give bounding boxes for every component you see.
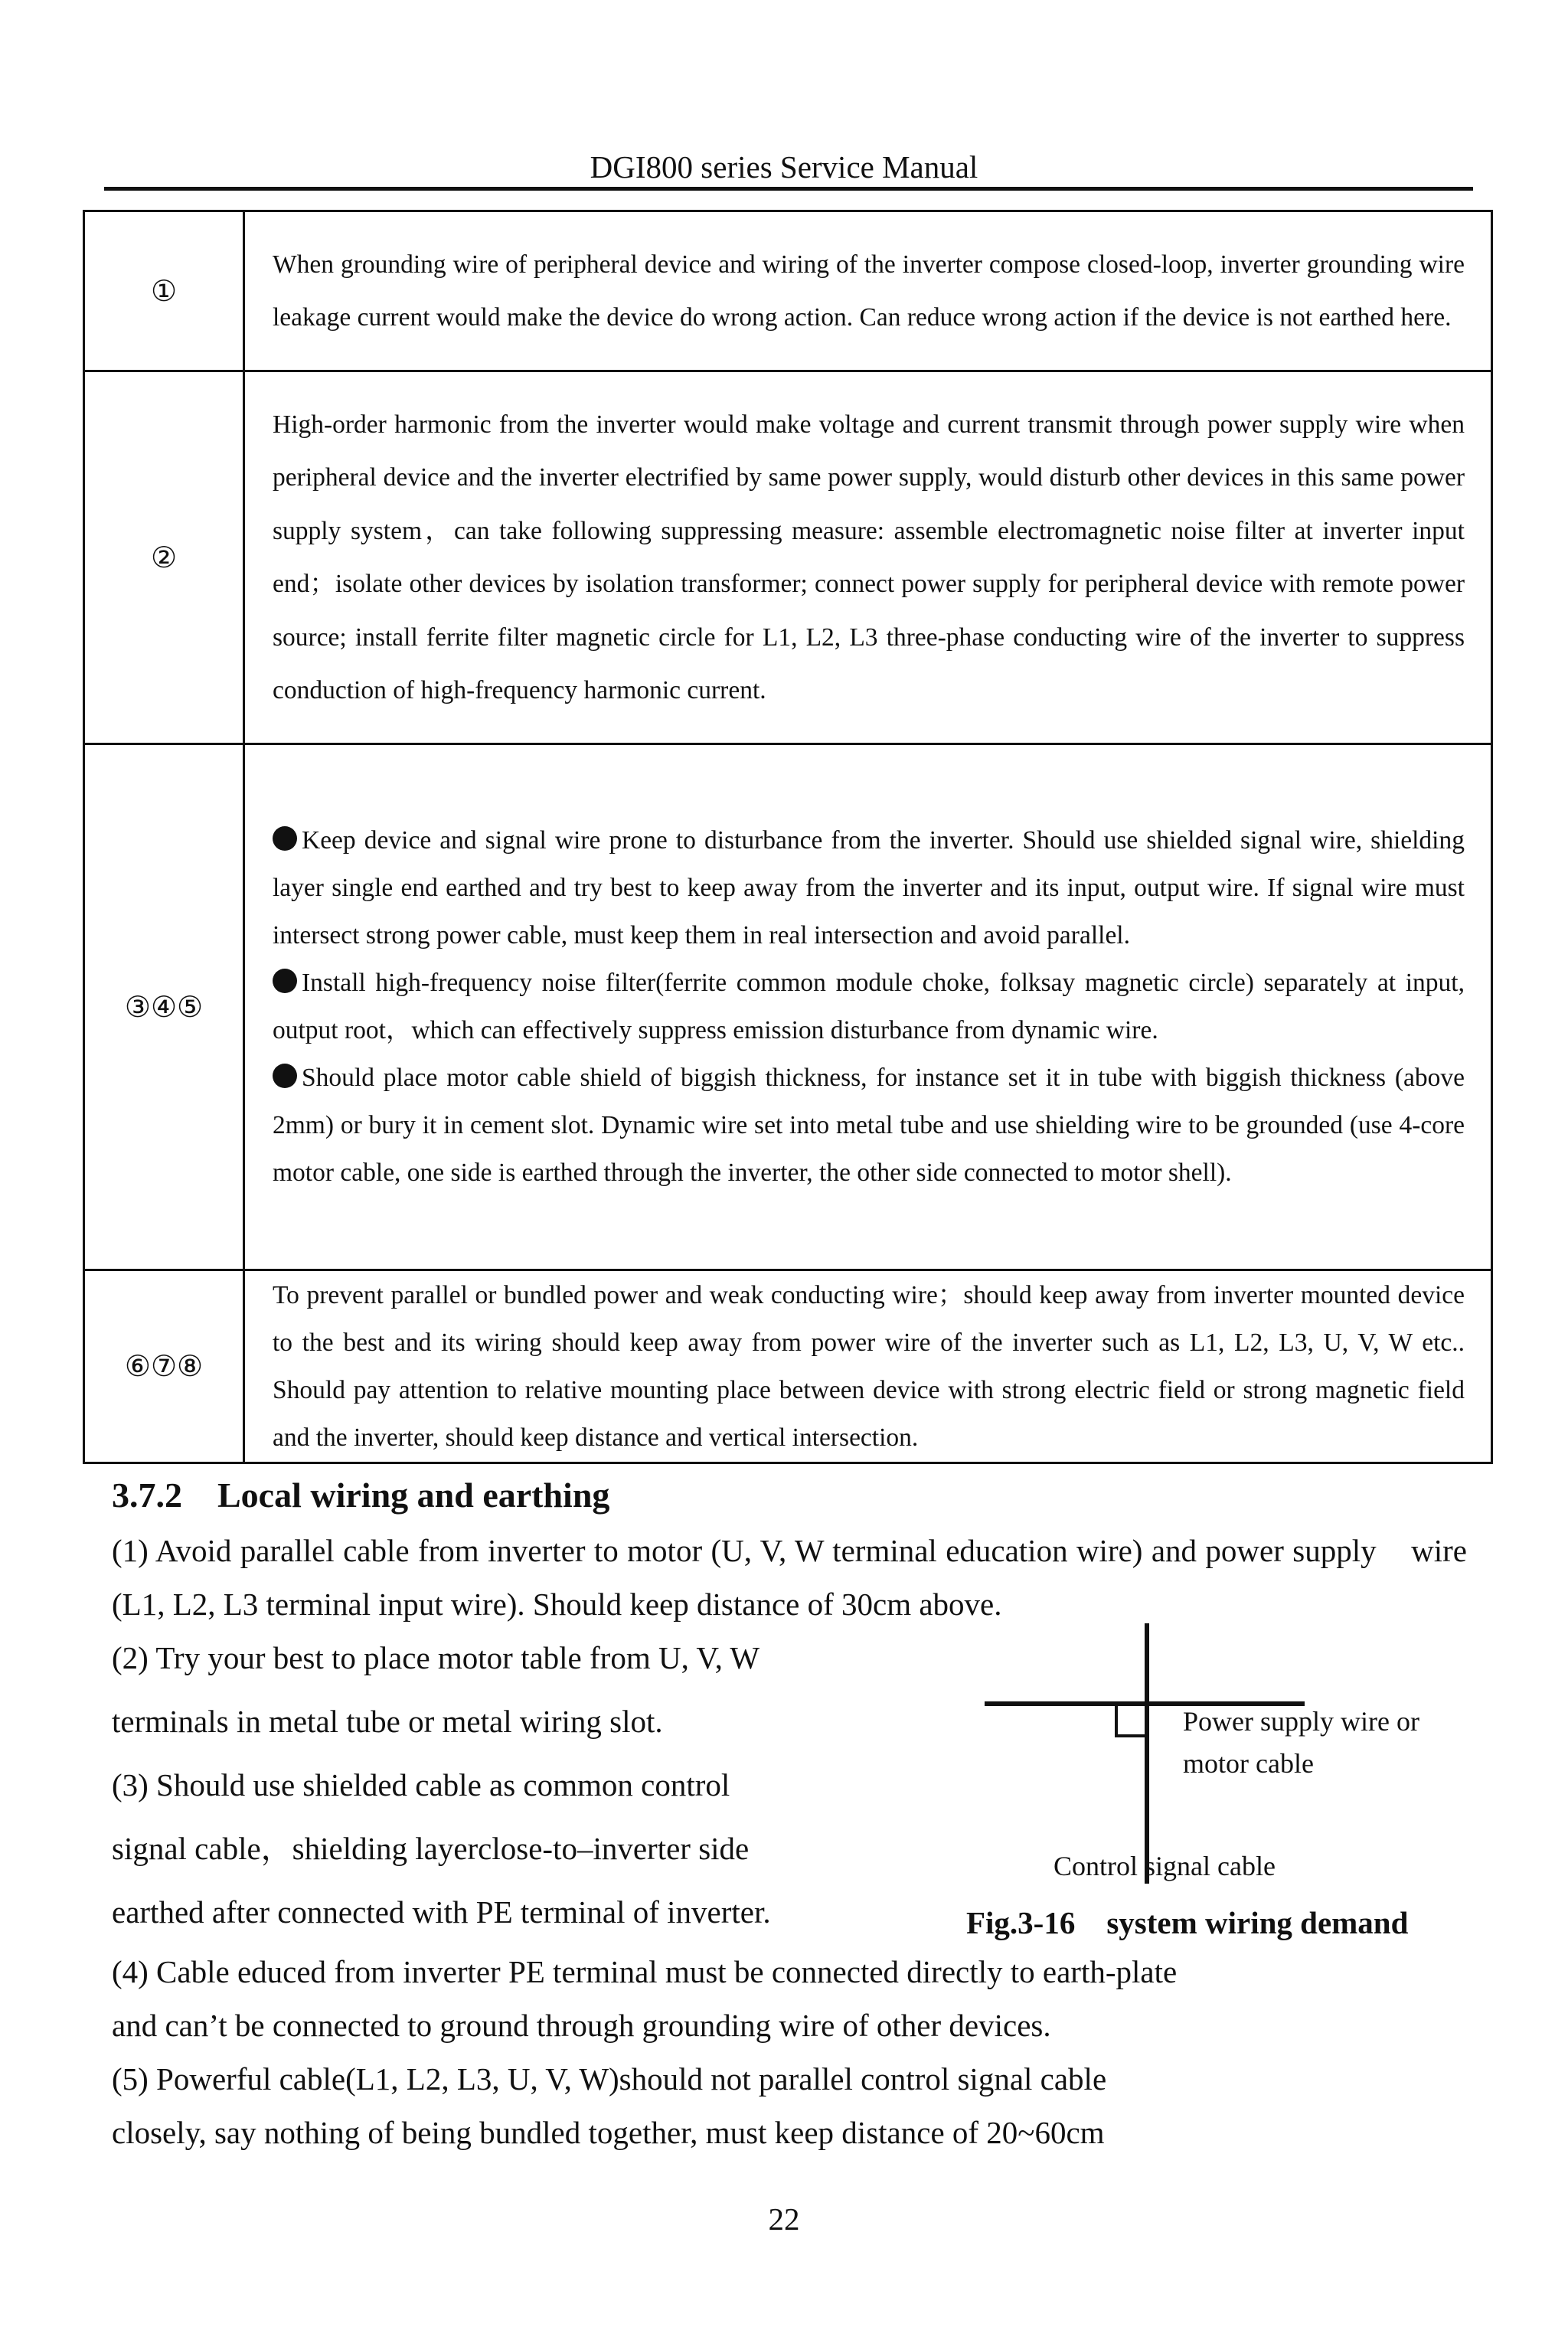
section-title: 3.7.2 Local wiring and earthing bbox=[112, 1476, 610, 1515]
item-5-line-1: (5) Powerful cable(L1, L2, L3, U, V, W)should not parallel control signal cable bbox=[112, 2061, 1107, 2097]
row-text: High-order harmonic from the inverter would make voltage and current transmit through power supply wire when peripheral device and the inverter electrified by same power supply, would disturb other devices in this same power supply system，can take following suppressing measure: assemble electromagnetic noise filter at inverter input end；isolate other devices by isolation transformer; connect power supply for peripheral device with remote power source; install ferrite filter magnetic circle for L1, L2, L3 three-phase conducting wire of the inverter to suppress conduction of high-frequency harmonic current. bbox=[273, 410, 1465, 704]
bullet-item bbox=[273, 959, 1465, 1054]
bullet-icon bbox=[273, 1064, 297, 1088]
row-description bbox=[244, 211, 1492, 371]
power-cable-label-line-2: motor cable bbox=[1183, 1748, 1314, 1779]
right-angle-marker bbox=[1115, 1704, 1145, 1737]
item-3-line-2: signal cable，shielding layerclose-to–inverter side bbox=[112, 1831, 750, 1866]
row-description bbox=[244, 744, 1492, 1270]
interference-measures-table bbox=[83, 210, 1493, 1464]
row-description bbox=[244, 1270, 1492, 1463]
item-2-line-1: (2) Try your best to place motor table from U, V, W bbox=[112, 1640, 760, 1675]
row-description bbox=[244, 371, 1492, 744]
power-cable-label-line-1: Power supply wire or bbox=[1183, 1706, 1419, 1737]
table-row bbox=[84, 744, 1492, 1270]
item-3-line-3: earthed after connected with PE terminal of inverter. bbox=[112, 1894, 771, 1930]
bullet-text: Install high-frequency noise filter(ferrite common module choke, folksay magnetic circle) separately at input, output root，which can effectively suppress emission disturbance from dynamic wire. bbox=[273, 969, 1465, 1044]
row-mark: ⑥⑦⑧ bbox=[84, 1270, 244, 1463]
control-cable-line bbox=[1145, 1623, 1149, 1884]
figure-caption: Fig.3-16 system wiring demand bbox=[966, 1905, 1409, 1940]
row-mark: ② bbox=[84, 371, 244, 744]
table-row bbox=[84, 1270, 1492, 1463]
bullet-text: Keep device and signal wire prone to disturbance from the inverter. Should use shielded signal wire, shielding layer single end earthed and try best to keep away from the inverter and its input, output wire. If signal wire must intersect strong power cable, must keep them in real intersection and avoid parallel. bbox=[273, 826, 1465, 949]
item-4-line-2: and can’t be connected to ground through grounding wire of other devices. bbox=[112, 2008, 1051, 2043]
item-1: (1) Avoid parallel cable from inverter to motor (U, V, W terminal education wire) and power supply wire (L1, L2, L3 terminal input wire). Should keep distance of 30cm above. bbox=[112, 1533, 1475, 1622]
bullet-text: Should place motor cable shield of biggish thickness, for instance set it in tube with biggish thickness (above 2mm) or bury it in cement slot. Dynamic wire set into metal tube and use shielding wire to be grounded (use 4-core motor cable, one side is earthed through the inverter, the other side connected to motor shell). bbox=[273, 1064, 1465, 1187]
control-cable-label: Control signal cable bbox=[1054, 1851, 1276, 1881]
item-4-line-1: (4) Cable educed from inverter PE terminal must be connected directly to earth-plate bbox=[112, 1954, 1178, 1989]
bullet-icon bbox=[273, 969, 297, 993]
table-row bbox=[84, 371, 1492, 744]
row-text: When grounding wire of peripheral device and wiring of the inverter compose closed-loop, inverter grounding wire leakage current would make the device do wrong action. Can reduce wrong action if the device is not earthed here. bbox=[273, 250, 1465, 332]
row-mark: ③④⑤ bbox=[84, 744, 244, 1270]
bullet-item bbox=[273, 1054, 1465, 1197]
bullet-item bbox=[273, 817, 1465, 959]
item-3-line-1: (3) Should use shielded cable as common control bbox=[112, 1767, 730, 1802]
bullet-icon bbox=[273, 826, 297, 851]
row-mark: ① bbox=[84, 211, 244, 371]
row-text: To prevent parallel or bundled power and weak conducting wire；should keep away from inverter mounted device to the best and its wiring should keep away from power wire of the inverter such as L1, L2, L3, U, V, W etc.. Should pay attention to relative mounting place between device with strong electric field or strong magnetic field and the inverter, should keep distance and vertical intersection. bbox=[273, 1280, 1465, 1452]
page-header: DGI800 series Service Manual bbox=[590, 149, 978, 185]
header-rule bbox=[104, 187, 1473, 191]
item-5-line-2: closely, say nothing of being bundled together, must keep distance of 20~60cm bbox=[112, 2115, 1105, 2150]
item-2-line-2: terminals in metal tube or metal wiring slot. bbox=[112, 1704, 663, 1739]
page-number: 22 bbox=[768, 2201, 800, 2237]
table-row bbox=[84, 211, 1492, 371]
